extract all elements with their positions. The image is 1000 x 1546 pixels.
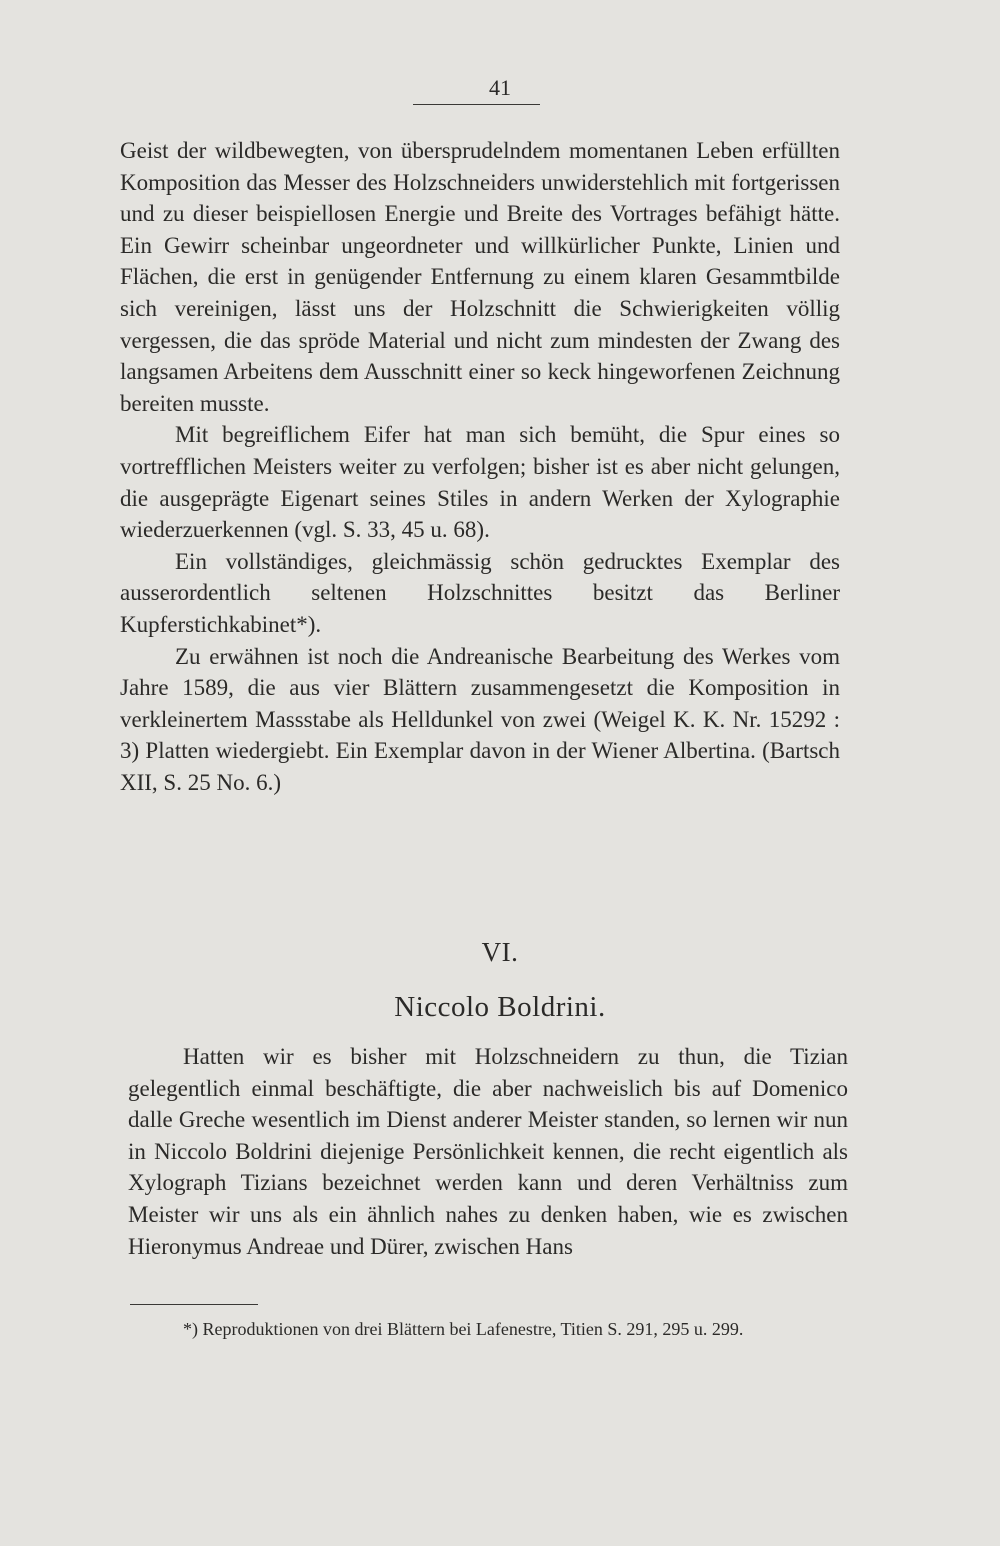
paragraph: Mit begreiflichem Eifer hat man sich bemüht, die Spur eines so vortrefflichen Meisters weiter zu verfolgen; bisher ist es aber nicht gelungen, die ausgeprägte Eigenart seines Stiles in andern Werken der Xylographie wiederzuerkennen (vgl. S. 33, 45 u. 68). — [120, 422, 840, 543]
page-number: 41 — [489, 75, 511, 100]
section-text — [128, 1041, 848, 1262]
section-number: VI. — [481, 937, 519, 967]
paragraph: Zu erwähnen ist noch die Andreanische Bearbeitung des Werkes vom Jahre 1589, die aus vier Blättern zusammengesetzt die Komposition in verkleinertem Massstabe als Helldunkel von zwei (Weigel K. K. Nr. 15292 : 3) Platten wiedergiebt. Ein Exemplar davon in der Wiener Albertina. (Bartsch XII, S. 25 No. 6.) — [120, 643, 840, 795]
header-rule — [413, 104, 540, 105]
paragraph-continuation: Geist der wildbewegten, von übersprudelndem momentanen Leben erfüllten Komposition das Messer des Holzschneiders unwiderstehlich mit fortgerissen und zu dieser beispiellosen Energie und Breite des Vortrages befähigt hätte. Ein Gewirr scheinbar ungeordneter und willkürlicher Punkte, Linien und Flächen, die erst in genügender Entfernung zu einem klaren Gesammtbilde sich vereinigen, lässt uns der Holzschnitt die Schwierigkeiten völlig vergessen, die das spröde Material und nicht zum mindesten der Zwang des langsamen Arbeitens dem Ausschnitt einer so keck hingeworfenen Zeichnung bereiten musste. — [120, 138, 840, 416]
footnote: *) Reproduktionen von drei Blättern bei Lafenestre, Titien S. 291, 295 u. 299. — [183, 1319, 744, 1339]
paragraph: Ein vollständiges, gleichmässig schön gedrucktes Exemplar des ausserordentlich seltenen Holzschnittes besitzt das Berliner Kupferstichkabinet*). — [120, 548, 840, 637]
paragraph: Hatten wir es bisher mit Holzschneidern zu thun, die Tizian gelegentlich einmal beschäftigte, die aber nachweislich bis auf Domenico dalle Greche wesentlich im Dienst anderer Meister standen, so lernen wir nun in Niccolo Boldrini diejenige Persönlichkeit kennen, die recht eigentlich als Xylograph Tizians bezeichnet werden kann und deren Verhältniss zum Meister wir uns als ein ähnlich nahes zu denken haben, wie es zwischen Hieronymus Andreae und Dürer, zwischen Hans — [128, 1044, 848, 1259]
main-text — [120, 135, 840, 798]
footnote-rule — [130, 1304, 258, 1305]
section-title: Niccolo Boldrini. — [394, 991, 606, 1023]
